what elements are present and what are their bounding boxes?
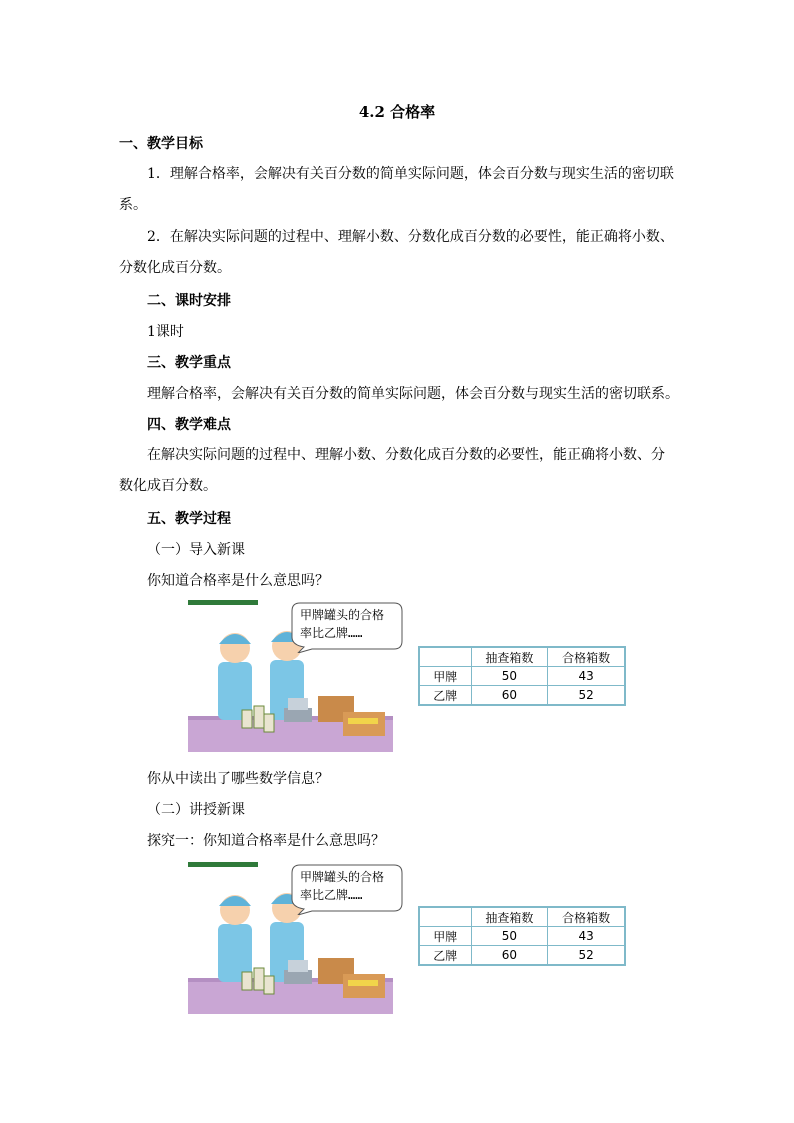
brand-cell: 乙牌 bbox=[419, 686, 471, 706]
table-row bbox=[419, 686, 625, 706]
page-title: 4.2 合格率 bbox=[358, 103, 436, 121]
table-row bbox=[419, 667, 625, 686]
speech-text bbox=[300, 606, 384, 642]
heading-process: 五、教学过程 bbox=[147, 511, 231, 527]
header-cell bbox=[419, 647, 471, 667]
speech-line-1: 甲牌罐头的合格 bbox=[300, 608, 385, 622]
qualified-cell: 43 bbox=[548, 927, 625, 946]
header-cell: 抽查箱数 bbox=[471, 907, 548, 927]
subheading-new-lesson: （二）讲授新课 bbox=[147, 802, 245, 818]
goal-item-2: 2．在解决实际问题的过程中、理解小数、分数化成百分数的必要性，能正确将小数、分数化成百分数。 bbox=[119, 229, 674, 276]
table-row bbox=[419, 946, 625, 966]
sampled-cell: 50 bbox=[471, 927, 548, 946]
heading-teaching-goals: 一、教学目标 bbox=[119, 136, 203, 152]
qualified-cell: 52 bbox=[548, 686, 625, 706]
heading-schedule: 二、课时安排 bbox=[147, 293, 231, 309]
key-points-text: 理解合格率，会解决有关百分数的简单实际问题，体会百分数与现实生活的密切联系。 bbox=[147, 386, 679, 402]
speech-text-2 bbox=[300, 868, 384, 904]
table-row bbox=[419, 927, 625, 946]
schedule-text: 1课时 bbox=[147, 324, 184, 340]
brand-cell: 甲牌 bbox=[419, 667, 471, 686]
header-cell bbox=[419, 907, 471, 927]
subheading-intro: （一）导入新课 bbox=[147, 542, 245, 558]
header-cell: 合格箱数 bbox=[548, 907, 625, 927]
speech-line-2: 率比乙牌…… bbox=[300, 626, 363, 640]
heading-difficulties: 四、教学难点 bbox=[147, 417, 231, 433]
brand-cell: 乙牌 bbox=[419, 946, 471, 966]
goal-item-1: 1．理解合格率，会解决有关百分数的简单实际问题，体会百分数与现实生活的密切联系。 bbox=[119, 166, 674, 213]
header-cell: 抽查箱数 bbox=[471, 647, 548, 667]
sampled-cell: 50 bbox=[471, 667, 548, 686]
question-2: 你从中读出了哪些数学信息？ bbox=[147, 771, 329, 787]
sample-table-1 bbox=[418, 646, 626, 706]
qualified-cell: 43 bbox=[548, 667, 625, 686]
speech-line-1: 甲牌罐头的合格 bbox=[300, 870, 385, 884]
question-1: 你知道合格率是什么意思吗？ bbox=[147, 573, 329, 589]
qualified-cell: 52 bbox=[548, 946, 625, 966]
speech-line-2: 率比乙牌…… bbox=[300, 888, 363, 902]
sampled-cell: 60 bbox=[471, 686, 548, 706]
question-3: 探究一：你知道合格率是什么意思吗？ bbox=[147, 833, 385, 849]
difficulties-text: 在解决实际问题的过程中、理解小数、分数化成百分数的必要性，能正确将小数、分数化成百分数。 bbox=[119, 447, 665, 494]
sample-table-2 bbox=[418, 906, 626, 966]
sampled-cell: 60 bbox=[471, 946, 548, 966]
table-header-row bbox=[419, 647, 625, 667]
brand-cell: 甲牌 bbox=[419, 927, 471, 946]
heading-key-points: 三、教学重点 bbox=[147, 355, 231, 371]
table-header-row bbox=[419, 907, 625, 927]
header-cell: 合格箱数 bbox=[548, 647, 625, 667]
